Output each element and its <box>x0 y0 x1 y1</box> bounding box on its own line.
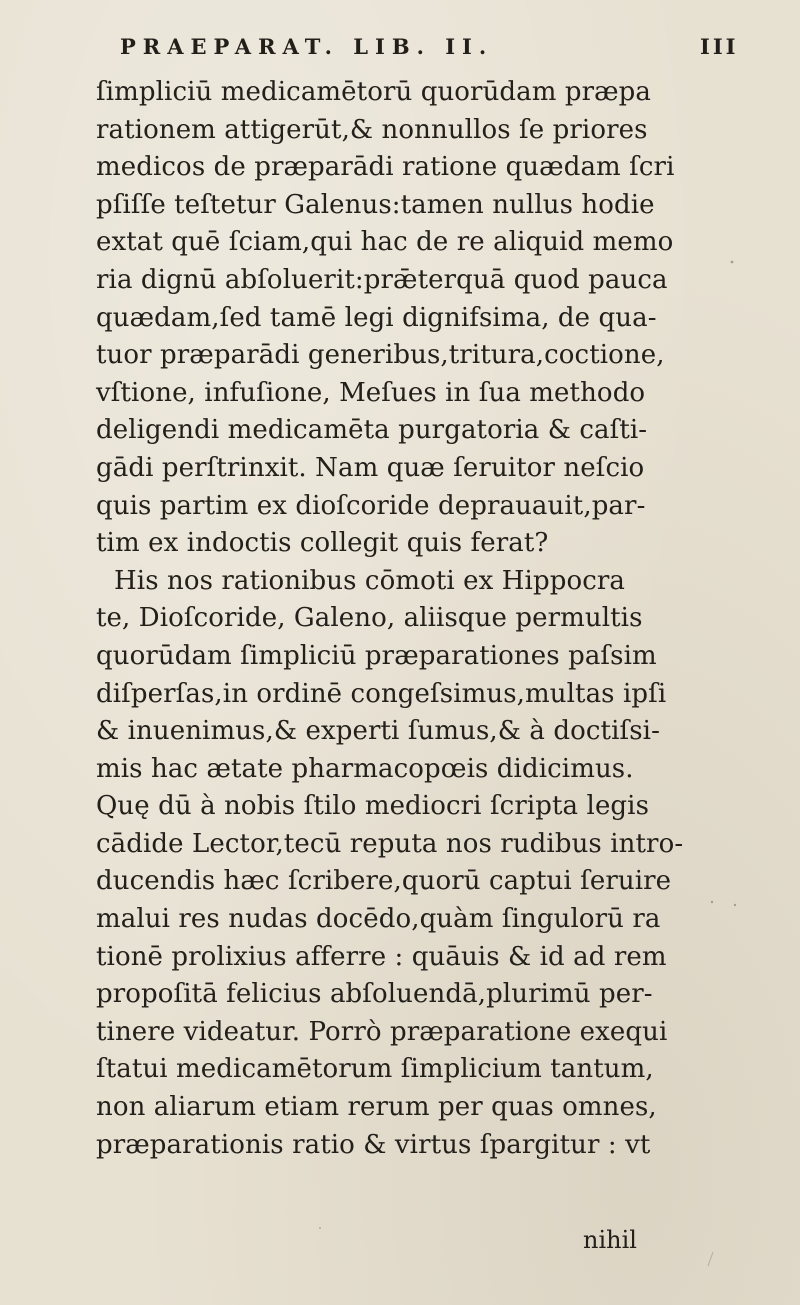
catchword: nihil <box>583 1226 637 1254</box>
text-line: gādi perſtrinxit. Nam quæ ſeruitor neſcio <box>96 452 645 483</box>
text-line: quis partim ex dioſcoride deprauauit,par- <box>96 490 646 521</box>
text-line: non aliarum etiam rerum per quas omnes, <box>96 1092 657 1123</box>
text-line: præparationis ratio & virtus ſpargitur : vt <box>96 1129 651 1160</box>
text-line: rationem attigerūt,& nonnullos ſe priores <box>96 114 648 145</box>
text-line: tuor præparādi generibus,tritura,coctione, <box>96 340 665 371</box>
body-text <box>96 74 684 1164</box>
text-line: quædam,ſed tamē legi dignifsima, de qua- <box>96 302 657 333</box>
text-line: diſperſas,in ordinē congeſsimus,multas ipſi <box>96 678 667 709</box>
text-line: malui res nudas docēdo,quàm ſingulorū ra <box>96 904 661 935</box>
text-line: & inuenimus,& experti ſumus,& à doctiſsi- <box>96 716 660 747</box>
text-line: te, Dioſcoride, Galeno, aliisque permultis <box>96 603 643 634</box>
text-line: cādide Lector,tecū reputa nos rudibus intro- <box>96 828 684 859</box>
text-line: quorūdam ſimpliciū præparationes paſsim <box>96 640 657 671</box>
text-line: tim ex indoctis collegit quis ferat? <box>96 528 549 559</box>
running-head-title: PRAEPARAT. LIB. II. <box>120 34 494 59</box>
running-head <box>0 34 800 64</box>
text-line: ſimpliciū medicamētorū quorūdam præpa <box>96 77 652 107</box>
text-line: deligendi medicamēta purgatoria & caſti- <box>96 415 648 446</box>
text-line: propoſitā felicius abſoluendā,plurimū per- <box>96 979 653 1010</box>
text-line: tionē prolixius afferre : quāuis & id ad rem <box>96 941 667 972</box>
text-line: ſtatui medicamētorum ſimplicium tantum, <box>96 1054 654 1085</box>
text-line: pſiſſe teſtetur Galenus:tamen nullus hodie <box>96 189 655 220</box>
text-line: extat quē ſciam,qui hac de re aliquid memo <box>96 227 674 258</box>
text-line: medicos de præparādi ratione quædam ſcri <box>96 152 675 183</box>
text-line: ria dignū abſoluerit:prǣterquā quod pauca <box>96 264 668 295</box>
paragraph-start-line: His nos rationibus cōmoti ex Hippocra <box>114 565 625 596</box>
page-number: III <box>700 34 739 59</box>
text-line: vſtione, infuſione, Meſues in ſua methodo <box>96 377 646 408</box>
text-line: mis hac ætate pharmacopœis didicimus. <box>96 753 634 784</box>
text-line: ducendis hæc ſcribere,quorū captui ſeruire <box>96 866 672 897</box>
text-line: tinere videatur. Porrò præparatione exequi <box>96 1016 668 1047</box>
text-line: Quę dū à nobis ſtilo mediocri ſcripta legis <box>96 791 650 822</box>
